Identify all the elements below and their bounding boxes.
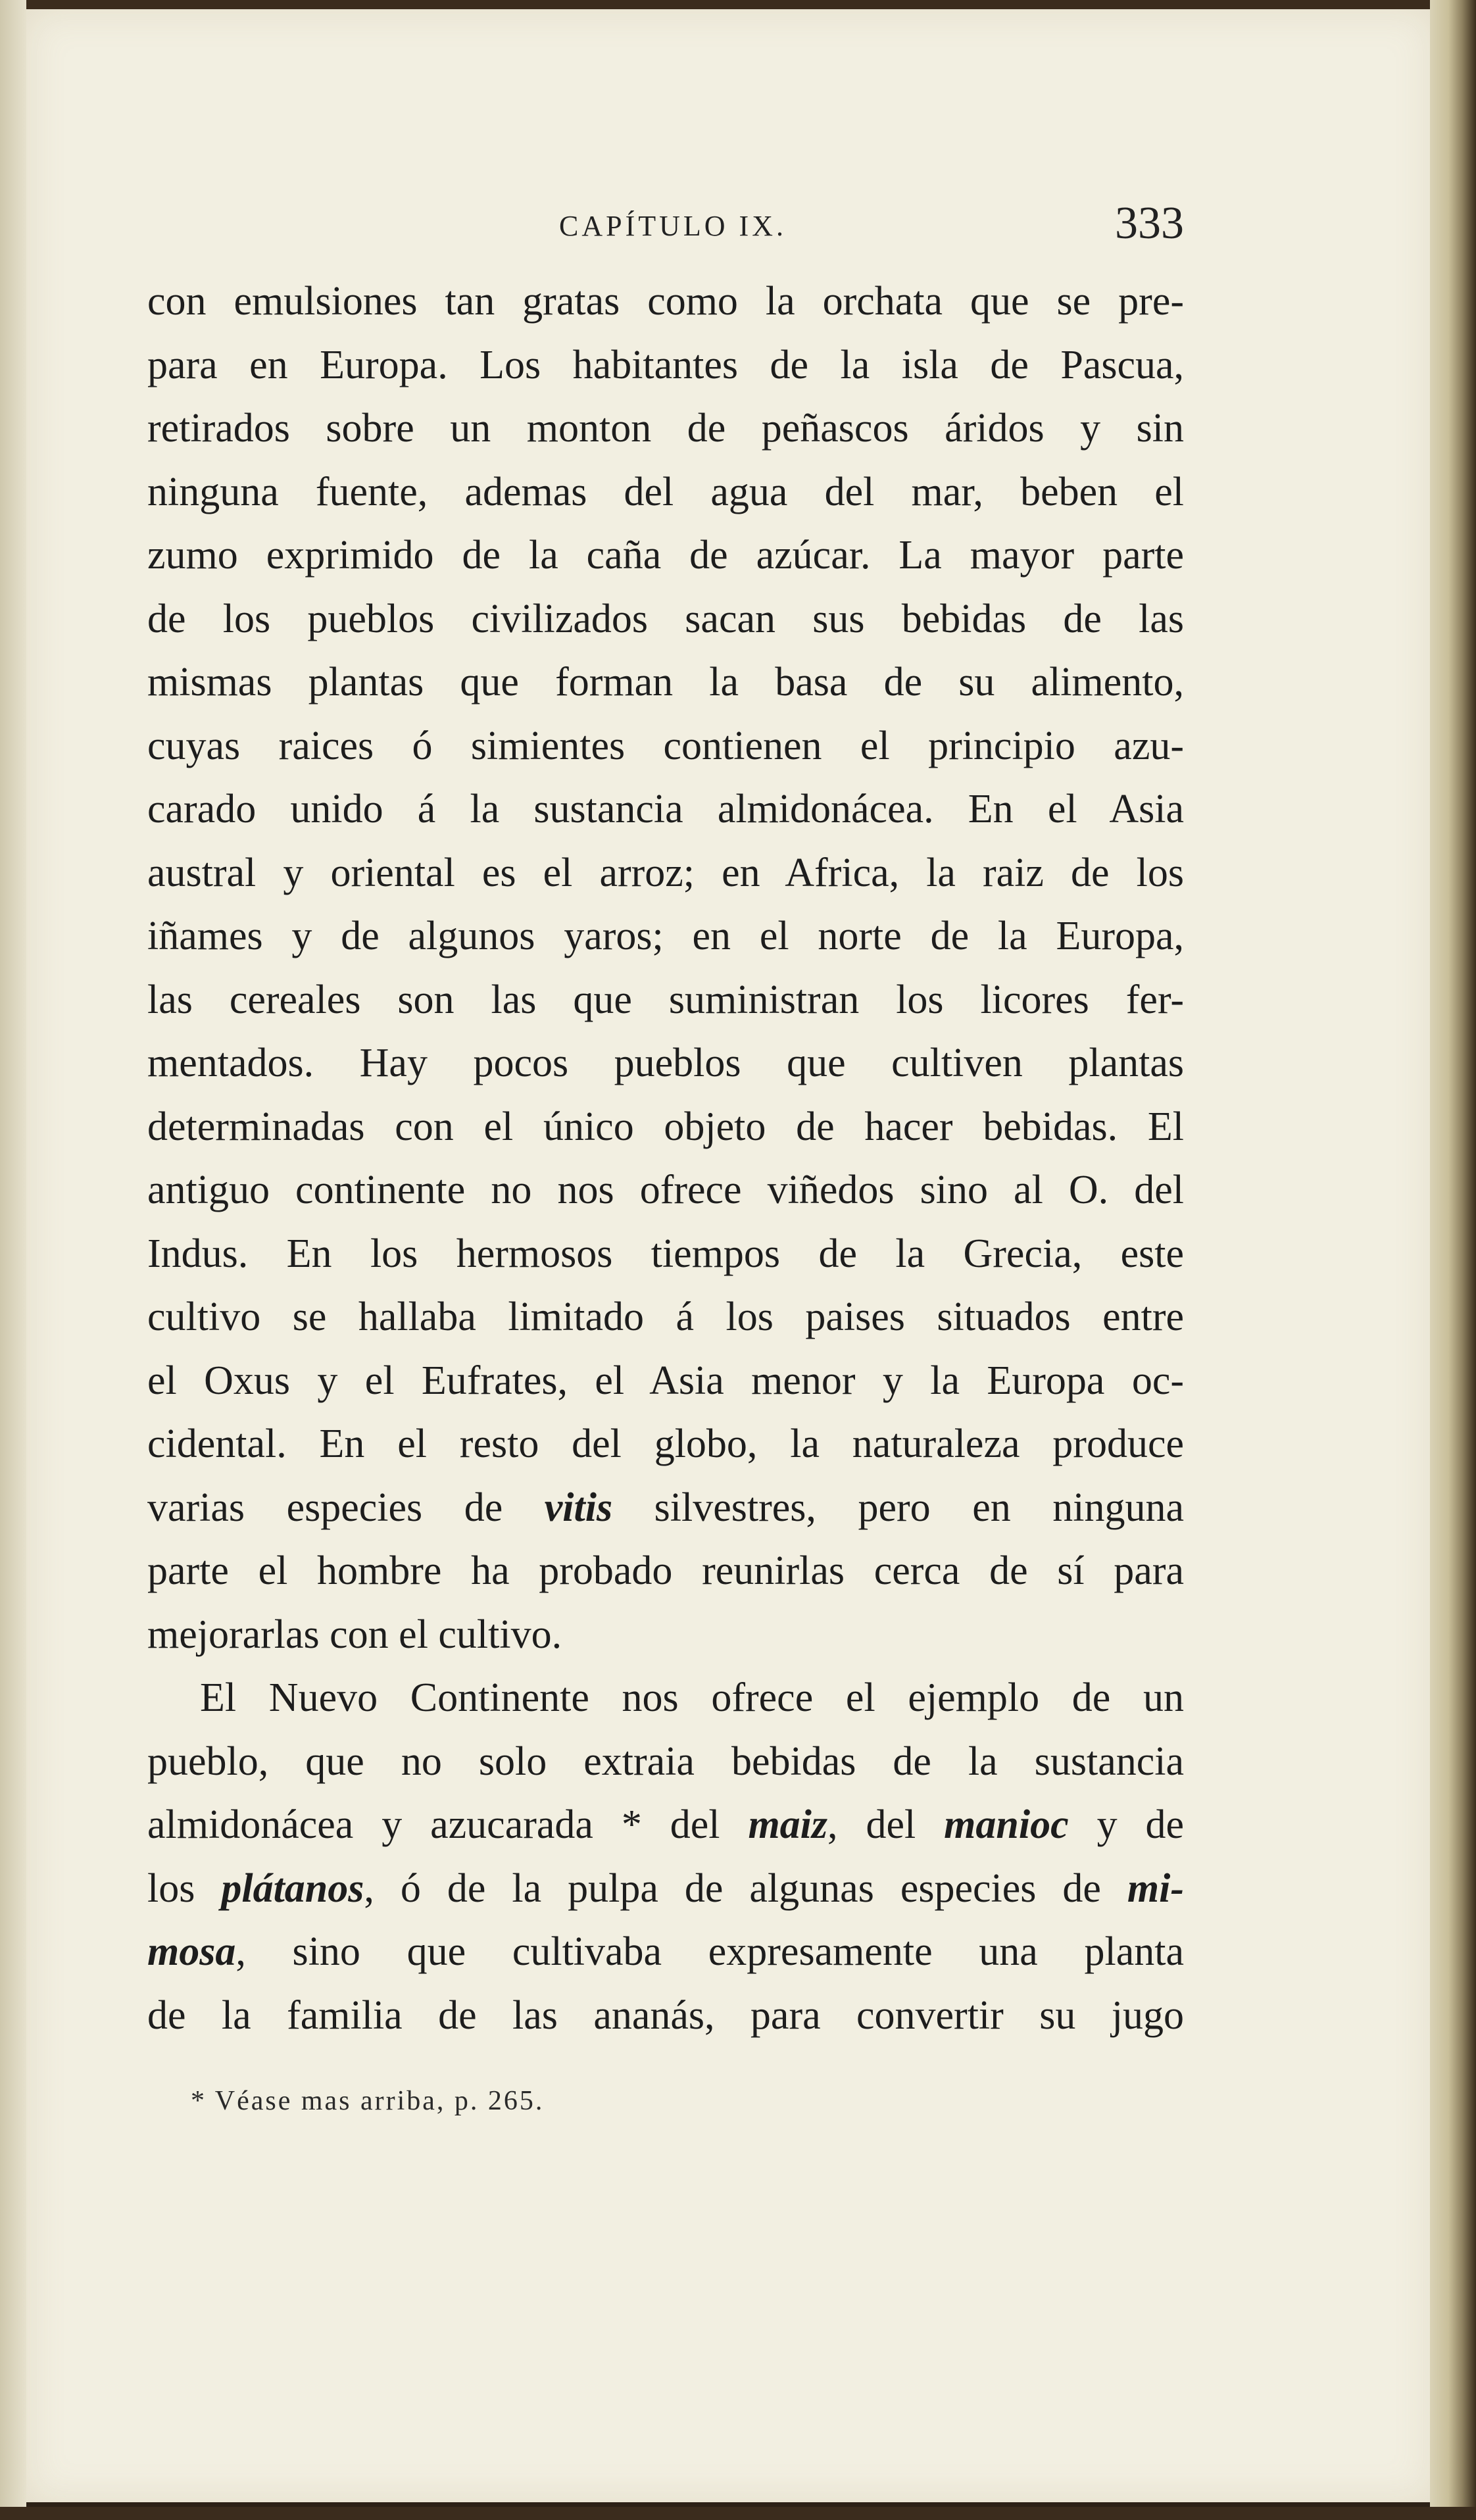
text-line: pueblo, que no solo extraia bebidas de la sustancia (147, 1739, 1184, 1784)
text-line: retirados sobre un monton de peñascos áridos y sin (147, 406, 1184, 451)
text-line: austral y oriental es el arroz; en Africa, la raiz de los (147, 850, 1184, 895)
italic-term: maiz (748, 1802, 828, 1847)
text-line (147, 1857, 1184, 1921)
italic-term: mi- (1127, 1865, 1184, 1911)
bottom-border (0, 2507, 1476, 2520)
text-line: de los pueblos civilizados sacan sus bebidas de las (147, 596, 1184, 641)
italic-term: manioc (944, 1802, 1069, 1847)
text-line: el Oxus y el Eufrates, el Asia menor y la Europa oc- (147, 1358, 1184, 1403)
italic-term: plátanos (221, 1865, 364, 1911)
text-fragment: , sino que cultivaba expresamente una planta (235, 1929, 1184, 1974)
page-fore-edge (1430, 0, 1476, 2520)
paragraph-end-line: mejorarlas con el cultivo. (147, 1612, 562, 1657)
text-line: carado unido á la sustancia almidonácea. En el Asia (147, 787, 1184, 831)
page-header (559, 197, 1184, 250)
text-line: ninguna fuente, ademas del agua del mar, beben el (147, 469, 1184, 514)
text-line: mentados. Hay pocos pueblos que cultiven plantas (147, 1041, 1184, 1085)
text-fragment: , del (827, 1802, 916, 1847)
text-line: de la familia de las ananás, para convertir su jugo (147, 1992, 1184, 2038)
text-line: determinadas con el único objeto de hacer bebidas. El (147, 1104, 1184, 1149)
text-fragment: almidonácea y azucarada * del (147, 1802, 720, 1847)
italic-term: mosa (147, 1929, 236, 1974)
text-line: las cereales son las que suministran los licores fer- (147, 977, 1184, 1022)
footnote: * Véase mas arriba, p. 265. (191, 2086, 545, 2116)
running-head: CAPÍTULO IX. (559, 210, 787, 242)
text-line: para en Europa. Los habitantes de la isla de Pascua, (147, 342, 1184, 387)
text-line: cultivo se hallaba limitado á los paises situados entre (147, 1295, 1184, 1339)
text-line: zumo exprimido de la caña de azúcar. La mayor parte (147, 533, 1184, 578)
text-line: iñames y de algunos yaros; en el norte de la Europa, (147, 914, 1184, 958)
text-line: antiguo continente no nos ofrece viñedos sino al O. del (147, 1168, 1184, 1212)
text-line: mismas plantas que forman la basa de su alimento, (147, 660, 1184, 704)
text-fragment: los (147, 1865, 195, 1911)
paragraph-start-line: El Nuevo Continente nos ofrece el ejemplo de un (200, 1675, 1184, 1720)
text-fragment: varias especies de (147, 1485, 503, 1530)
text-line: cuyas raices ó simientes contienen el principio azu- (147, 723, 1184, 768)
text-line (147, 1476, 1184, 1540)
text-line: parte el hombre ha probado reunirlas cerca de sí para (147, 1548, 1184, 1593)
text-line: con emulsiones tan gratas como la orchata que se pre- (147, 279, 1184, 324)
body-text (147, 270, 1184, 2047)
text-line: Indus. En los hermosos tiempos de la Grecia, este (147, 1231, 1184, 1276)
text-line (147, 1920, 1184, 1984)
italic-term: vitis (544, 1485, 613, 1530)
text-fragment: silvestres, pero en ninguna (654, 1485, 1185, 1530)
page-number: 333 (1115, 198, 1184, 249)
text-line (147, 1793, 1184, 1857)
page-gutter (0, 0, 26, 2520)
text-fragment: y de (1096, 1802, 1185, 1847)
text-line: cidental. En el resto del globo, la naturaleza produce (147, 1421, 1184, 1466)
text-fragment: , ó de la pulpa de algunas especies de (364, 1865, 1101, 1911)
